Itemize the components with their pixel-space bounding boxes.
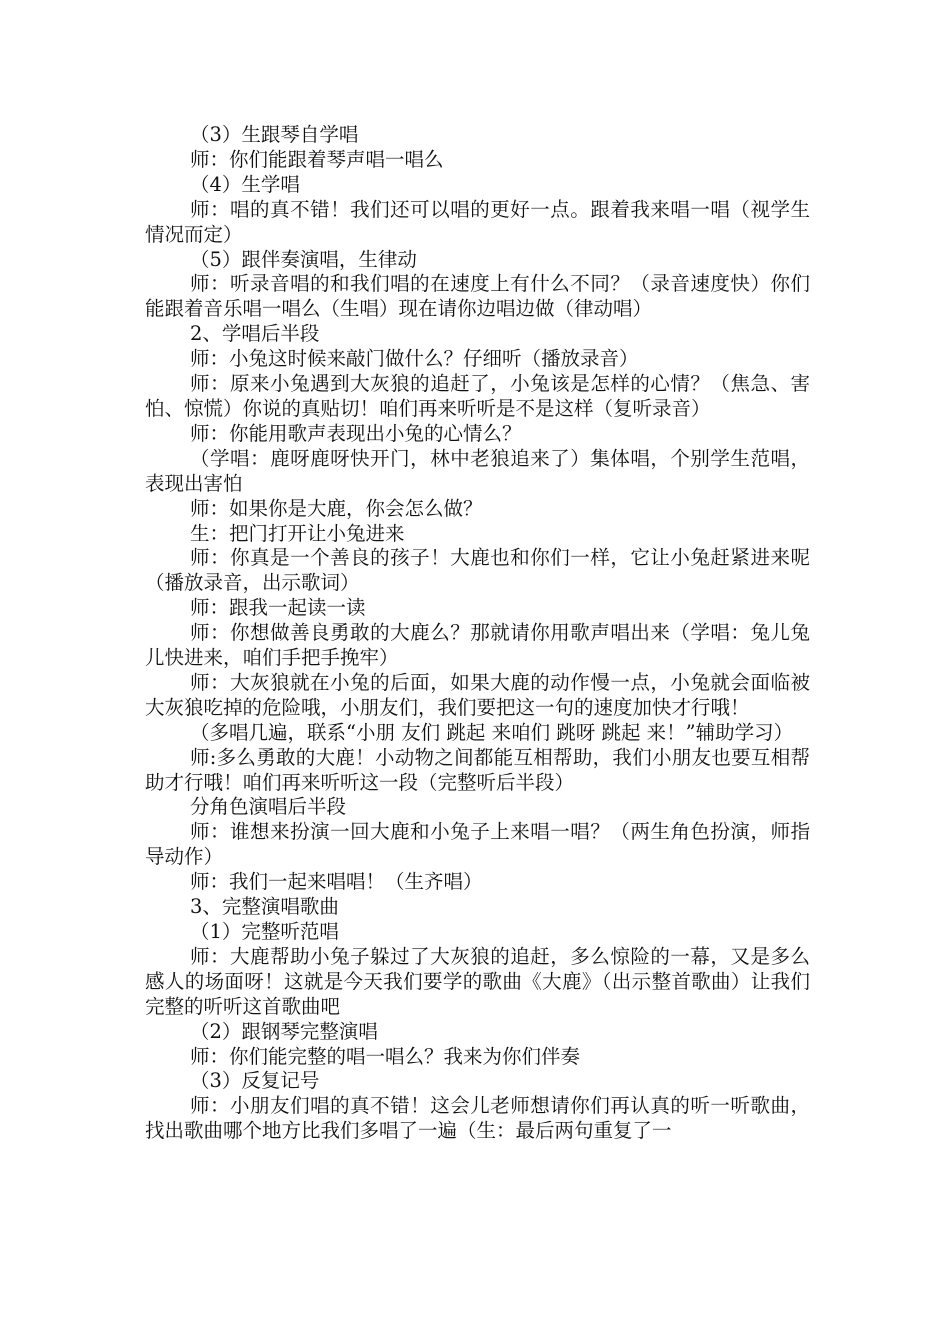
paragraph: 师：你们能完整的唱一唱么？我来为你们伴奏 <box>190 1044 581 1068</box>
paragraph: （4）生学唱 <box>190 172 300 196</box>
paragraph: 师：谁想来扮演一回大鹿和小兔子上来唱一唱？（两生角色扮演，师指导动作） <box>145 820 810 869</box>
paragraph: 师：我们一起来唱唱！（生齐唱） <box>190 870 483 894</box>
document-body <box>145 123 810 1144</box>
paragraph: （1）完整听范唱 <box>190 920 339 943</box>
paragraph: 师：大鹿帮助小兔子躲过了大灰狼的追赶，多么惊险的一幕，又是多么感人的场面呀！这就是今天我们要学的歌曲《大鹿》（出示整首歌曲）让我们完整的听听这首歌曲吧 <box>145 944 810 1018</box>
paragraph: 师:多么勇敢的大鹿！小动物之间都能互相帮助，我们小朋友也要互相帮助才行哦！咱们再来听听这一段（完整听后半段） <box>145 745 810 794</box>
paragraph: （2）跟钢琴完整演唱 <box>190 1019 378 1043</box>
paragraph: 师：小朋友们唱的真不错！这会儿老师想请你们再认真的听一听歌曲，找出歌曲哪个地方比我们多唱了一遍（生：最后两句重复了一 <box>145 1094 810 1143</box>
paragraph: （5）跟伴奏演唱，生律动 <box>190 247 417 271</box>
paragraph: （多唱几遍，联系“小朋 友们 跳起 来咱们 跳呀 跳起 来！”辅助学习） <box>190 720 794 744</box>
paragraph: 师：听录音唱的和我们唱的在速度上有什么不同？（录音速度快）你们能跟着音乐唱一唱么（生唱）现在请你边唱边做（律动唱） <box>145 272 810 321</box>
paragraph: 3、完整演唱歌曲 <box>190 895 339 919</box>
paragraph: （3）生跟琴自学唱 <box>190 123 359 146</box>
paragraph: 师：原来小兔遇到大灰狼的追赶了，小兔该是怎样的心情？（焦急、害怕、惊慌）你说的真贴切！咱们再来听听是不是这样（复听录音） <box>145 372 810 420</box>
paragraph: 师：你能用歌声表现出小兔的心情么？ <box>190 421 522 445</box>
paragraph: 生：把门打开让小兔进来 <box>190 521 405 545</box>
paragraph: 师：唱的真不错！我们还可以唱的更好一点。跟着我来唱一唱（视学生情况而定） <box>145 197 810 246</box>
paragraph: 师：你想做善良勇敢的大鹿么？那就请你用歌声唱出来（学唱：兔儿兔儿快进来，咱们手把手挽牢） <box>145 621 810 670</box>
paragraph: 师：你们能跟着琴声唱一唱么 <box>190 147 444 171</box>
paragraph: 师：你真是一个善良的孩子！大鹿也和你们一样，它让小兔赶紧进来呢（播放录音，出示歌词） <box>145 546 810 595</box>
paragraph: （学唱：鹿呀鹿呀快开门，林中老狼追来了）集体唱，个别学生范唱，表现出害怕 <box>145 446 810 495</box>
paragraph: 师：跟我一起读一读 <box>190 596 366 620</box>
paragraph: 师：小兔这时候来敲门做什么？仔细听（播放录音） <box>190 347 639 371</box>
paragraph: （3）反复记号 <box>190 1069 320 1093</box>
paragraph: 师：如果你是大鹿，你会怎么做？ <box>190 496 483 520</box>
paragraph: 分角色演唱后半段 <box>190 795 347 819</box>
paragraph: 2、学唱后半段 <box>190 322 320 346</box>
paragraph: 师：大灰狼就在小兔的后面，如果大鹿的动作慢一点，小兔就会面临被大灰狼吃掉的危险哦，小朋友们，我们要把这一句的速度加快才行哦！ <box>145 670 810 719</box>
